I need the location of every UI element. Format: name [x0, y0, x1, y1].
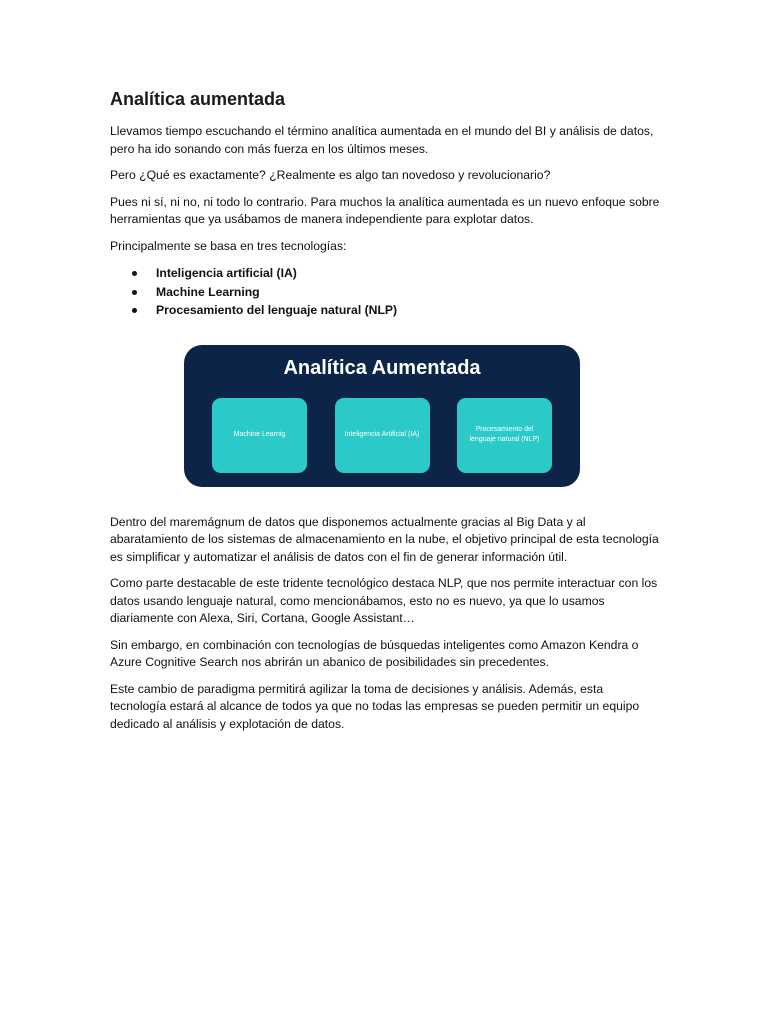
list-item-label: Procesamiento del lenguaje natural (NLP) [156, 303, 398, 317]
augmented-analytics-figure [184, 345, 580, 487]
paragraph-intro-2: Pero ¿Qué es exactamente? ¿Realmente es algo tan novedoso y revolucionario? [110, 168, 551, 182]
figure-box-machine-learning: Machine Learnig [212, 398, 307, 473]
list-item [110, 264, 660, 283]
list-item-label: Machine Learning [156, 284, 260, 299]
paragraph-body-1: Dentro del maremágnum de datos que disponemos actualmente gracias al Big Data y al abaratamiento de los sistemas de almacenamiento en la nube, el objetivo principal de esta tecnología es simplificar y automatizar el análisis de datos con el fin de generar información útil. [110, 514, 659, 564]
paragraph-body-2: Como parte destacable de este tridente tecnológico destaca NLP, que nos permite interactuar con los datos usando lenguaje natural, como mencionábamos, esto no es nuevo, ya que lo usamos diariamente con Alexa, Siri, Cortana, Google Assistant… [110, 576, 658, 625]
list-item [110, 301, 660, 320]
paragraph-intro-3: Pues ni sí, ni no, ni todo lo contrario. Para muchos la analítica aumentada es un nuevo enfoque sobre herramientas que ya usábamos de manera independiente para explotar datos. [110, 194, 660, 226]
list-item-label: Inteligencia artificial (IA) [156, 266, 297, 280]
paragraph-intro-1: Llevamos tiempo escuchando el término analítica aumentada en el mundo del BI y análisis de datos, pero ha ido sonando con más fuerza en los últimos meses. [110, 124, 654, 156]
list-item [110, 283, 660, 302]
bullet-icon [132, 308, 137, 313]
paragraph-body-4: Este cambio de paradigma permitirá agilizar la toma de decisiones y análisis. Además, esta tecnología estará al alcance de todos ya que no todas las empresas se pueden permitir un equipo dedicado al análisis y explotación de datos. [110, 681, 640, 731]
document-title: Analítica aumentada [110, 89, 286, 109]
bullet-icon [132, 271, 137, 276]
paragraph-body-3: Sin embargo, en combinación con tecnologías de búsquedas inteligentes como Amazon Kendra o Azure Cognitive Search nos abrirán un abanico de posibilidades sin precedentes. [110, 637, 639, 669]
figure-box-ai: Inteligencia Artificial (IA) [335, 398, 430, 473]
bullet-icon [132, 290, 137, 295]
paragraph-intro-4: Principalmente se basa en tres tecnologías: [110, 238, 347, 253]
technology-list [110, 264, 660, 320]
document-page [110, 88, 660, 742]
figure-box-nlp: Procesamiento del lenguaje natural (NLP) [457, 398, 552, 473]
figure-title: Analítica Aumentada [283, 356, 481, 379]
figure-boxes [212, 398, 552, 473]
